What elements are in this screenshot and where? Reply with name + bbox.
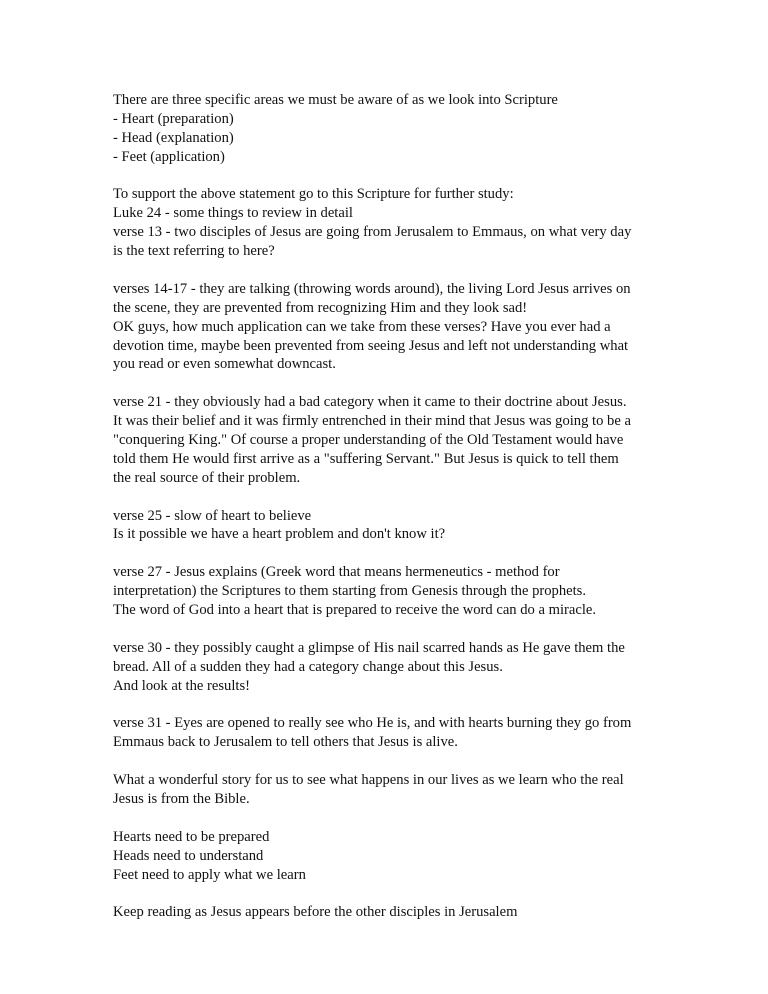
text-line: OK guys, how much application can we take from these verses? Have you ever had a: [113, 318, 611, 335]
document-body: [113, 91, 658, 941]
text-line: bread. All of a sudden they had a category change about this Jesus.: [113, 658, 503, 675]
text-line: What a wonderful story for us to see what happens in our lives as we learn who the real: [113, 772, 624, 789]
text-line: And look at the results!: [113, 677, 250, 694]
text-line: verse 31 - Eyes are opened to really see who He is, and with hearts burning they go from: [113, 715, 632, 732]
text-line: "conquering King." Of course a proper understanding of the Old Testament would have: [113, 432, 624, 449]
text-line: Is it possible we have a heart problem and don't know it?: [113, 526, 446, 543]
text-line: verses 14-17 - they are talking (throwing words around), the living Lord Jesus arrives on: [113, 280, 631, 297]
text-line: The word of God into a heart that is prepared to receive the word can do a miracle.: [113, 602, 597, 619]
paragraph: [113, 91, 658, 167]
paragraph: [113, 185, 658, 261]
text-line: - Heart (preparation): [113, 110, 234, 127]
text-line: is the text referring to here?: [113, 243, 275, 260]
text-line: Luke 24 - some things to review in detail: [113, 205, 353, 222]
text-line: It was their belief and it was firmly entrenched in their mind that Jesus was going to be a: [113, 413, 631, 430]
text-line: Feet need to apply what we learn: [113, 866, 306, 883]
paragraph: [113, 714, 658, 752]
text-line: devotion time, maybe been prevented from seeing Jesus and left not understanding what: [113, 337, 629, 354]
text-line: you read or even somewhat downcast.: [113, 356, 336, 373]
text-line: verse 13 - two disciples of Jesus are going from Jerusalem to Emmaus, on what very day: [113, 224, 632, 241]
paragraph: [113, 393, 658, 487]
text-line: There are three specific areas we must be aware of as we look into Scripture: [113, 92, 558, 108]
paragraph: [113, 771, 658, 809]
paragraph: [113, 280, 658, 374]
text-line: Hearts need to be prepared: [113, 828, 270, 845]
text-line: Emmaus back to Jerusalem to tell others that Jesus is alive.: [113, 734, 458, 751]
paragraph: [113, 507, 658, 545]
paragraph: [113, 903, 658, 922]
text-line: the scene, they are prevented from recognizing Him and they look sad!: [113, 299, 528, 316]
text-line: the real source of their problem.: [113, 469, 301, 486]
text-line: Keep reading as Jesus appears before the other disciples in Jerusalem: [113, 904, 518, 921]
text-line: verse 27 - Jesus explains (Greek word that means hermeneutics - method for: [113, 564, 560, 581]
text-line: To support the above statement go to this Scripture for further study:: [113, 186, 514, 203]
text-line: verse 25 - slow of heart to believe: [113, 507, 312, 524]
text-line: Heads need to understand: [113, 847, 264, 864]
paragraph: [113, 828, 658, 885]
text-line: interpretation) the Scriptures to them starting from Genesis through the prophets.: [113, 583, 586, 600]
paragraph: [113, 639, 658, 696]
paragraph: [113, 563, 658, 620]
text-line: verse 30 - they possibly caught a glimpse of His nail scarred hands as He gave them the: [113, 639, 625, 656]
text-line: - Feet (application): [113, 148, 225, 165]
text-line: told them He would first arrive as a "suffering Servant." But Jesus is quick to tell them: [113, 450, 619, 467]
text-line: verse 21 - they obviously had a bad category when it came to their doctrine about Jesus.: [113, 394, 627, 411]
text-line: - Head (explanation): [113, 129, 234, 146]
text-line: Jesus is from the Bible.: [113, 790, 250, 807]
